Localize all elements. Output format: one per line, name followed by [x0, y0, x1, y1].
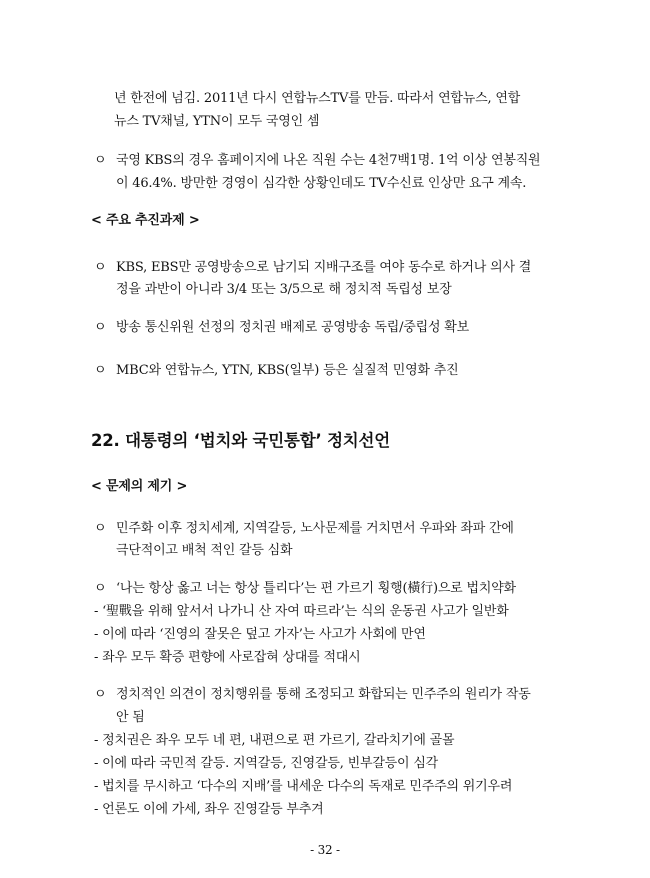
problem-3-sub-1: - 정치권은 좌우 모두 네 편, 내편으로 편 가르기, 갈라치기에 골몰	[94, 733, 455, 748]
bullet-mark: ㅇ	[94, 687, 107, 702]
problem-1-text-1: 민주화 이후 정치세계, 지역갈등, 노사문제를 거치면서 우파와 좌파 간에	[116, 521, 514, 536]
problem-2-sub-2: - 이에 따라 ‘진영의 잘못은 덮고 가자’는 사고가 사회에 만연	[94, 627, 426, 642]
task-1-line-2: 정을 과반이 아니라 3/4 또는 3/5으로 해 정치적 독립성 보장	[116, 282, 452, 297]
tasks-heading: < 주요 추진과제 >	[91, 213, 200, 228]
problem-2-text-1: ‘나는 항상 옳고 너는 항상 틀리다’는 편 가르기 횡행(橫行)으로 법치약화	[116, 581, 516, 596]
bullet-mark: ㅇ	[94, 320, 107, 335]
page-number: - 32 -	[310, 843, 340, 857]
problem-3-line-2: 안 됨	[116, 710, 145, 725]
task-3-line-1	[94, 363, 650, 379]
problem-3-text-1: 정치적인 의견이 정치행위를 통해 조정되고 화합되는 민주주의 원리가 작동	[116, 687, 531, 702]
task-1-line-1	[94, 260, 650, 276]
problem-3-sub-4: - 언론도 이에 가세, 좌우 진영갈등 부추겨	[94, 802, 324, 817]
bullet-mark: ㅇ	[94, 363, 107, 378]
bullet-mark: ㅇ	[94, 153, 107, 168]
problem-3-sub-2: - 이에 따라 국민적 갈등. 지역갈등, 진영갈등, 빈부갈등이 심각	[94, 756, 439, 771]
bullet-mark: ㅇ	[94, 260, 107, 275]
kbs-note-text-1: 국영 KBS의 경우 홈페이지에 나온 직원 수는 4천7백1명. 1억 이상 연봉직원	[116, 153, 541, 168]
section-title: 22. 대통령의 ‘법치와 국민통합’ 정치선언	[91, 431, 391, 450]
intro-line-2: 뉴스 TV채널, YTN이 모두 국영인 셈	[114, 114, 320, 129]
problem-2-sub-3: - 좌우 모두 확증 편향에 사로잡혀 상대를 적대시	[94, 650, 361, 665]
problem-heading: < 문제의 제기 >	[91, 479, 188, 494]
bullet-mark: ㅇ	[94, 581, 107, 596]
intro-line-1: 년 한전에 넘김. 2011년 다시 연합뉴스TV를 만듬. 따라서 연합뉴스, 연합	[114, 91, 521, 106]
task-2-text-1: 방송 통신위원 선정의 정치권 배제로 공영방송 독립/중립성 확보	[116, 320, 470, 335]
kbs-note-line-1	[94, 153, 650, 169]
problem-1-line-2: 극단적이고 배척 적인 갈등 심화	[116, 543, 293, 558]
problem-1-line-1	[94, 521, 650, 537]
problem-3-sub-3: - 법치를 무시하고 ‘다수의 지배’를 내세운 다수의 독재로 민주주의 위기우려	[94, 779, 513, 794]
task-2-line-1	[94, 320, 650, 336]
problem-2-line-1	[94, 581, 650, 597]
task-1-text-1: KBS, EBS만 공영방송으로 남기되 지배구조를 여야 동수로 하거나 의사 결	[116, 260, 532, 275]
task-3-text-1: MBC와 연합뉴스, YTN, KBS(일부) 등은 실질적 민영화 추진	[116, 363, 459, 378]
bullet-mark: ㅇ	[94, 521, 107, 536]
kbs-note-line-2: 이 46.4%. 방만한 경영이 심각한 상황인데도 TV수신료 인상만 요구 계속.	[116, 176, 527, 191]
problem-3-line-1	[94, 687, 650, 703]
problem-2-sub-1: - ‘聖戰을 위해 앞서서 나가니 산 자여 따르라’는 식의 운동권 사고가 일반화	[94, 604, 509, 619]
